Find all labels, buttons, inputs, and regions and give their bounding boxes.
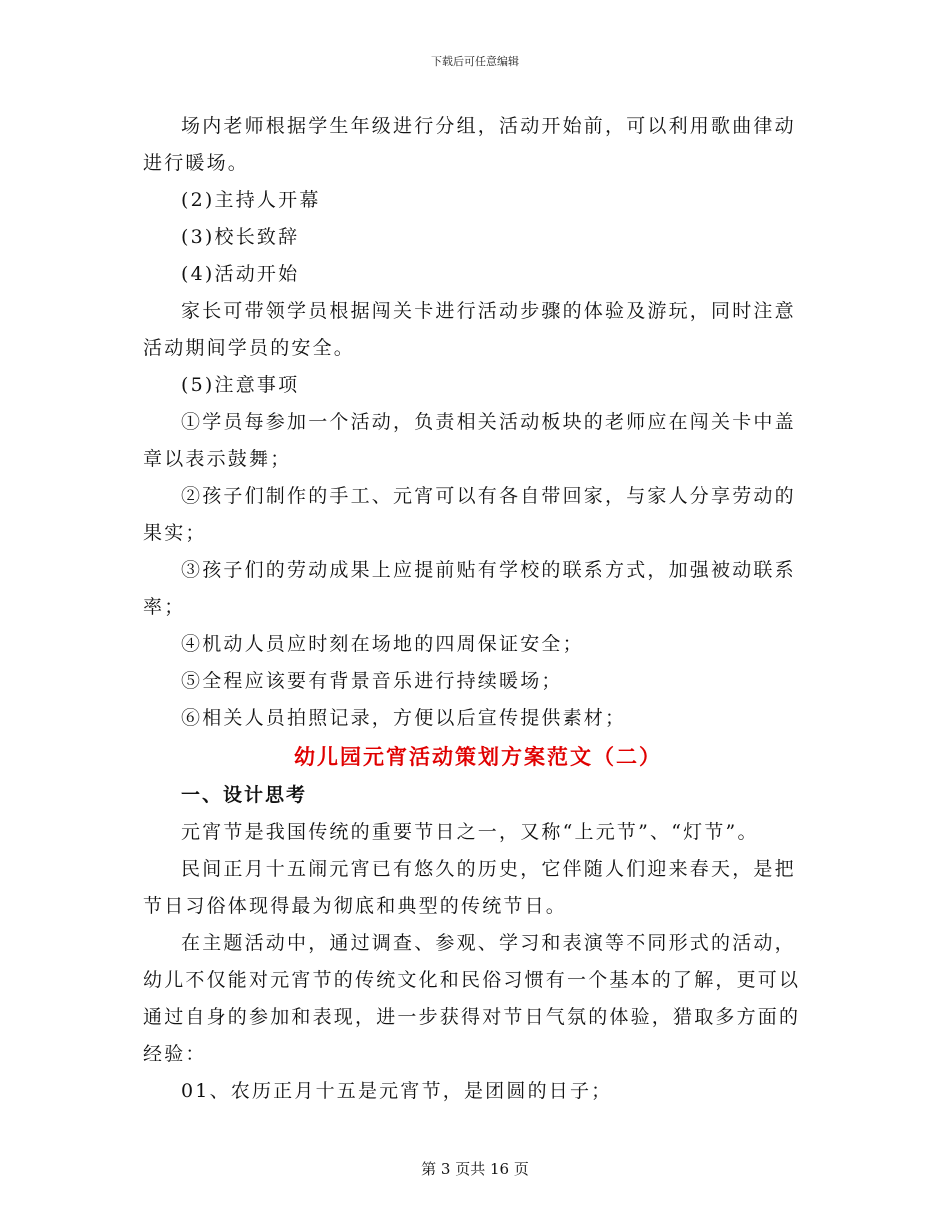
- paragraph: ③孩子们的劳动成果上应提前贴有学校的联系方式，加强被动联系率；: [143, 559, 796, 618]
- page-header: 下载后可任意编辑: [431, 55, 519, 68]
- paragraph: (3)校长致辞: [181, 226, 300, 248]
- paragraph: 在主题活动中，通过调查、参观、学习和表演等不同形式的活动，幼儿不仅能对元宵节的传统文化和民俗习惯有一个基本的了解，更可以通过自身的参加和表现，进一步获得对节日气氛的体验，猎取多方面的经验：: [143, 932, 801, 1065]
- paragraph: (5)注意事项: [181, 374, 300, 396]
- subheading: 一、设计思考: [181, 784, 308, 806]
- paragraph: 01、农历正月十五是元宵节，是团圆的日子；: [181, 1080, 613, 1102]
- paragraph: 民间正月十五闹元宵已有悠久的历史，它伴随人们迎来春天，是把节日习俗体现得最为彻底和典型的传统节日。: [143, 858, 796, 917]
- page-footer: 第 3 页共 16 页: [421, 1160, 529, 1178]
- paragraph: ⑤全程应该要有背景音乐进行持续暖场；: [181, 670, 563, 692]
- section-title: 幼儿园元宵活动策划方案范文（二）: [294, 745, 662, 769]
- page-body: [143, 108, 813, 1110]
- paragraph: ⑥相关人员拍照记录，方便以后宣传提供素材；: [181, 707, 627, 729]
- paragraph: 家长可带领学员根据闯关卡进行活动步骤的体验及游玩，同时注意活动期间学员的安全。: [143, 300, 796, 359]
- paragraph: ④机动人员应时刻在场地的四周保证安全；: [181, 633, 584, 655]
- paragraph: (2)主持人开幕: [181, 189, 321, 211]
- paragraph: (4)活动开始: [181, 263, 300, 285]
- paragraph: ①学员每参加一个活动，负责相关活动板块的老师应在闯关卡中盖章以表示鼓舞；: [143, 411, 796, 470]
- paragraph: ②孩子们制作的手工、元宵可以有各自带回家，与家人分享劳动的果实；: [143, 485, 796, 544]
- paragraph: 场内老师根据学生年级进行分组，活动开始前，可以利用歌曲律动进行暖场。: [143, 115, 796, 174]
- paragraph: 元宵节是我国传统的重要节日之一，又称“上元节”、“灯节”。: [181, 821, 759, 843]
